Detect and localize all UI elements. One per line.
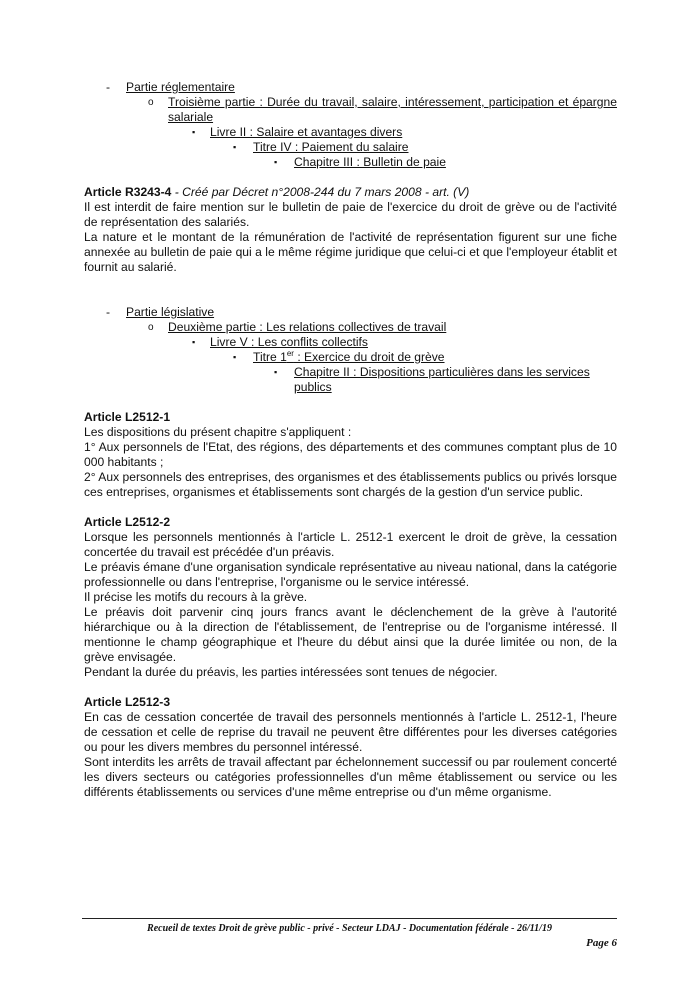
- square-bullet: ▪: [233, 142, 237, 152]
- outline-level-1: [84, 305, 617, 320]
- document-body: [84, 80, 617, 800]
- chapitre-ii-link[interactable]: Chapitre II : Dispositions particulières dans les services publics: [294, 365, 590, 394]
- dash-bullet: -: [106, 305, 111, 319]
- article-heading: Article L2512-1: [84, 410, 171, 424]
- paragraph: Pendant la durée du préavis, les parties intéressées sont tenues de négocier.: [84, 665, 498, 679]
- troisieme-partie-link[interactable]: Troisième partie : Durée du travail, salaire, intéressement, participation et épargne salariale: [168, 95, 617, 124]
- paragraph: Lorsque les personnels mentionnés à l'article L. 2512-1 exercent le droit de grève, la cessation concertée du travail est précédée d'un préavis.: [84, 530, 617, 559]
- hierarchy-reglementaire: [84, 80, 617, 170]
- paragraph: 2° Aux personnels des entreprises, des organismes et des établissements publics ou privés lorsque ces entreprises, organismes et établissements sont chargés de la gestion d'un service public.: [84, 470, 617, 499]
- square-bullet: ▪: [192, 127, 196, 137]
- paragraph: Le préavis émane d'une organisation syndicale représentative au niveau national, dans la catégorie professionnelle ou dans l'entreprise, l'organisme ou le service intéressé.: [84, 560, 617, 589]
- outline-level-4: [84, 350, 617, 365]
- article-heading: Article R3243-4 - Créé par Décret n°2008-244 du 7 mars 2008 - art. (V): [84, 185, 470, 199]
- partie-legislative-link[interactable]: Partie législative: [126, 305, 215, 319]
- article-l2512-3: [84, 695, 617, 800]
- titre-iv-link[interactable]: Titre IV : Paiement du salaire: [253, 140, 409, 154]
- article-l2512-1: [84, 410, 617, 500]
- square-bullet: ▪: [233, 352, 237, 362]
- paragraph: Il est interdit de faire mention sur le bulletin de paie de l'exercice du droit de grève ou de l'activité de représentation des salariés.: [84, 200, 617, 229]
- paragraph: Sont interdits les arrêts de travail affectant par échelonnement successif ou par roulement concerté les divers secteurs ou catégories professionnelles d'un même établissement ou service ou les différents établissements ou services d'une même entreprise ou d'un même organisme.: [84, 755, 617, 799]
- article-heading: Article L2512-2: [84, 515, 171, 529]
- paragraph: 1° Aux personnels de l'Etat, des régions, des départements et des communes comptant plus de 10 000 habitants ;: [84, 440, 617, 469]
- outline-level-2: [84, 320, 617, 335]
- dash-bullet: -: [106, 80, 111, 94]
- outline-level-3: [84, 125, 617, 140]
- titre-1er-link[interactable]: Titre 1er : Exercice du droit de grève: [253, 348, 445, 364]
- outline-level-4: [84, 140, 617, 155]
- square-bullet: ▪: [274, 157, 278, 167]
- article-heading: Article L2512-3: [84, 695, 171, 709]
- article-l2512-2: [84, 515, 617, 680]
- partie-reglementaire-link[interactable]: Partie réglementaire: [126, 80, 235, 94]
- paragraph: Le préavis doit parvenir cinq jours francs avant le déclenchement de la grève à l'autorité hiérarchique ou à la direction de l'établissement, de l'entreprise ou de l'organisme intéressé. Il mentionne le champ géographique et l'heure du début ainsi que la durée limitée ou non, de la grève envisagée.: [84, 605, 617, 664]
- footer-divider: [82, 918, 617, 919]
- hierarchy-legislative: [84, 305, 617, 395]
- paragraph: Les dispositions du présent chapitre s'appliquent :: [84, 425, 352, 439]
- livre-v-link[interactable]: Livre V : Les conflits collectifs: [210, 335, 368, 349]
- page-number: Page 6: [586, 937, 617, 949]
- outline-level-3: [84, 335, 617, 350]
- square-bullet: ▪: [274, 367, 278, 377]
- paragraph: En cas de cessation concertée de travail des personnels mentionnés à l'article L. 2512-1, l'heure de cessation et celle de reprise du travail ne peuvent être différentes pour les diverses catégories ou pour les divers membres du personnel intéressé.: [84, 710, 617, 754]
- chapitre-iii-link[interactable]: Chapitre III : Bulletin de paie: [294, 155, 446, 169]
- square-bullet: ▪: [192, 337, 196, 347]
- article-r3243-4: [84, 185, 617, 275]
- livre-ii-link[interactable]: Livre II : Salaire et avantages divers: [210, 125, 403, 139]
- outline-level-1: [84, 80, 617, 95]
- deuxieme-partie-link[interactable]: Deuxième partie : Les relations collectives de travail: [168, 320, 447, 334]
- outline-level-5: [84, 365, 617, 395]
- outline-level-5: [84, 155, 617, 170]
- footer-text: Recueil de textes Droit de grève public - privé - Secteur LDAJ - Documentation fédérale - 26/11/19: [147, 923, 552, 934]
- outline-level-2: [84, 95, 617, 125]
- paragraph: Il précise les motifs du recours à la grève.: [84, 590, 308, 604]
- article-source: - Créé par Décret n°2008-244 du 7 mars 2008 - art. (V): [171, 185, 470, 199]
- circle-bullet: o: [148, 322, 154, 333]
- circle-bullet: o: [148, 97, 154, 108]
- paragraph: La nature et le montant de la rémunération de l'activité de représentation figurent sur une fiche annexée au bulletin de paie qui a le même régime juridique que celui-ci et que l'employeur établit et fournit au salarié.: [84, 230, 617, 274]
